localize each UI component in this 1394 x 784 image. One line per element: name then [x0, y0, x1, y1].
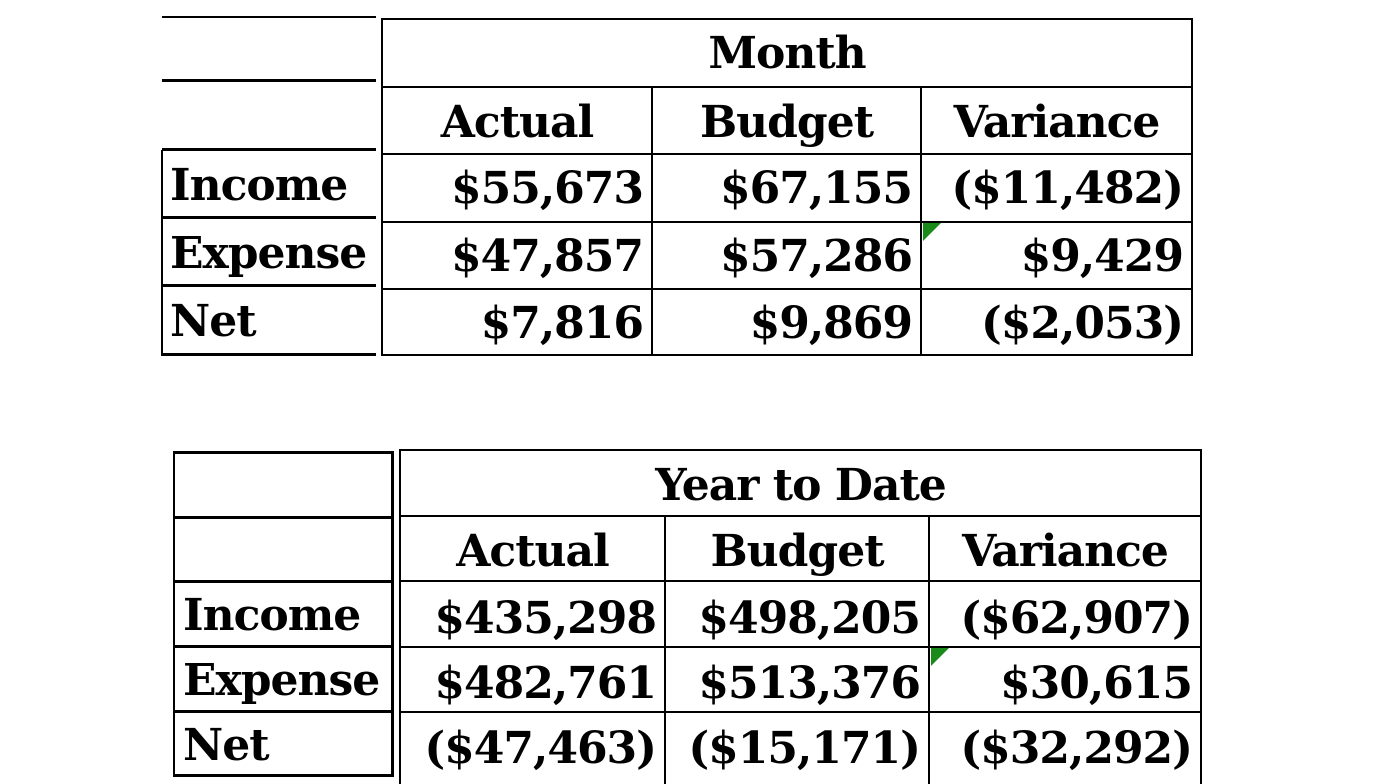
month-income-variance: ($11,482) — [951, 163, 1183, 214]
ytd-title: Year to Date — [655, 460, 946, 511]
ytd-label-line-2 — [174, 580, 394, 583]
month-net-actual: $7,816 — [480, 298, 643, 349]
month-title: Month — [708, 28, 866, 79]
month-income-actual: $55,673 — [450, 163, 643, 214]
ytd-expense-actual: $482,761 — [434, 658, 656, 709]
ytd-grid-h3 — [399, 646, 1202, 648]
ytd-cell-error-indicator[interactable] — [931, 648, 949, 666]
ytd-label-line-0 — [174, 451, 394, 454]
ytd-label-line-4 — [174, 710, 394, 713]
ytd-header-budget: Budget — [710, 526, 884, 577]
ytd-grid-right — [1200, 449, 1202, 784]
month-income-budget: $67,155 — [719, 163, 912, 214]
ytd-header-variance: Variance — [962, 526, 1168, 577]
ytd-expense-budget: $513,376 — [698, 658, 920, 709]
month-row-label-expense: Expense — [170, 228, 367, 279]
ytd-label-line-5 — [174, 774, 394, 777]
month-net-variance: ($2,053) — [980, 298, 1183, 349]
month-header-variance: Variance — [953, 97, 1160, 148]
month-net-budget: $9,869 — [749, 298, 912, 349]
month-row-label-income: Income — [170, 160, 348, 211]
ytd-income-budget: $498,205 — [698, 593, 920, 644]
ytd-header-actual: Actual — [456, 526, 609, 577]
month-expense-variance: $9,429 — [1020, 231, 1183, 282]
ytd-income-actual: $435,298 — [434, 593, 656, 644]
month-expense-budget: $57,286 — [719, 231, 912, 282]
ytd-row-label-expense: Expense — [183, 655, 380, 706]
ytd-grid-h2 — [399, 580, 1202, 582]
ytd-label-line-1 — [174, 516, 394, 519]
ytd-net-budget: ($15,171) — [688, 723, 920, 774]
ytd-row-label-income: Income — [183, 590, 361, 641]
ytd-grid-top — [399, 449, 1202, 451]
ytd-row-label-net: Net — [183, 720, 269, 771]
ytd-label-line-3 — [174, 645, 394, 648]
ytd-label-right-border — [391, 451, 394, 777]
ytd-grid-h4 — [399, 711, 1202, 713]
month-row-label-net: Net — [170, 296, 256, 347]
ytd-expense-variance: $30,615 — [999, 658, 1192, 709]
ytd-income-variance: ($62,907) — [960, 593, 1192, 644]
month-expense-actual: $47,857 — [450, 231, 643, 282]
ytd-net-variance: ($32,292) — [960, 723, 1192, 774]
ytd-grid-h1 — [399, 515, 1202, 517]
month-header-budget: Budget — [699, 97, 874, 148]
ytd-net-actual: ($47,463) — [424, 723, 656, 774]
month-header-actual: Actual — [440, 97, 594, 148]
